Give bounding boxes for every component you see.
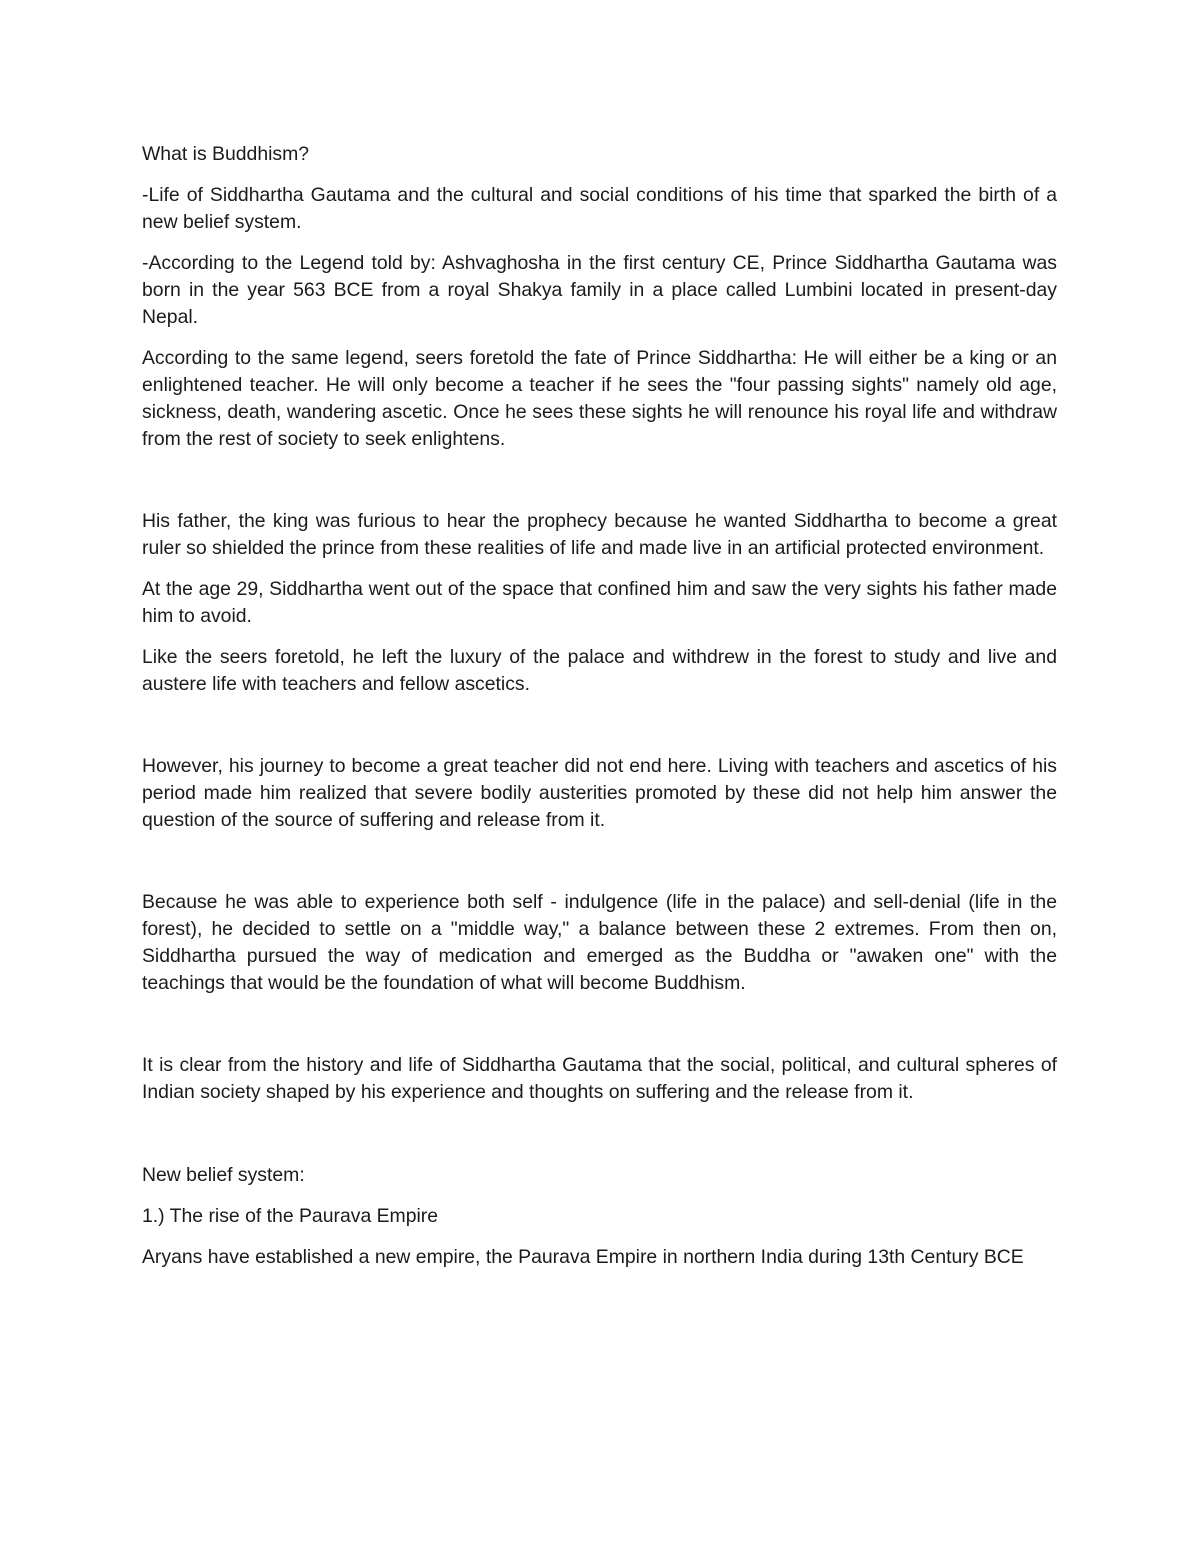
paragraph-journey: However, his journey to become a great teacher did not end here. Living with teachers and ascetics of his period made him realized that severe bodily austerities promoted by these did not help him answer the question of the source of suffering and release from it.	[142, 755, 1057, 831]
document-body	[142, 141, 1057, 1271]
paragraph-seers-foretold: According to the same legend, seers foretold the fate of Prince Siddhartha: He will either be a king or an enlightened teacher. He will only become a teacher if he sees the "four passing sights" namely old age, sickness, death, wandering ascetic. Once he sees these sights he will renounce his royal life and withdraw from the rest of society to seek enlightens.	[142, 347, 1057, 450]
paragraph-middle-way: Because he was able to experience both self - indulgence (life in the palace) and sell-denial (life in the forest), he decided to settle on a "middle way," a balance between these 2 extremes. From then on, Siddhartha pursued the way of medication and emerged as the Buddha or "awaken one" with the teachings that would be the foundation of what will become Buddhism.	[142, 891, 1057, 994]
paragraph-age-29: At the age 29, Siddhartha went out of the space that confined him and saw the very sights his father made him to avoid.	[142, 578, 1057, 627]
heading-new-belief-system: New belief system:	[142, 1164, 305, 1186]
paragraph-aryans: Aryans have established a new empire, the Paurava Empire in northern India during 13th Century BCE	[142, 1246, 1024, 1268]
paragraph-legend-birth: -According to the Legend told by: Ashvaghosha in the first century CE, Prince Siddhartha Gautama was born in the year 563 BCE from a royal Shakya family in a place called Lumbini located in present-day Nepal.	[142, 252, 1057, 328]
paragraph-life-of-siddhartha: -Life of Siddhartha Gautama and the cultural and social conditions of his time that sparked the birth of a new belief system.	[142, 184, 1057, 233]
list-item-paurava-empire: 1.) The rise of the Paurava Empire	[142, 1205, 439, 1227]
paragraph-conclusion: It is clear from the history and life of Siddhartha Gautama that the social, political, and cultural spheres of Indian society shaped by his experience and thoughts on suffering and the release from it.	[142, 1054, 1057, 1103]
paragraph-father-king: His father, the king was furious to hear the prophecy because he wanted Siddhartha to become a great ruler so shielded the prince from these realities of life and made live in an artificial protected environment.	[142, 510, 1057, 559]
paragraph-left-palace: Like the seers foretold, he left the luxury of the palace and withdrew in the forest to study and live and austere life with teachers and fellow ascetics.	[142, 646, 1057, 695]
heading-what-is-buddhism: What is Buddhism?	[142, 143, 310, 165]
